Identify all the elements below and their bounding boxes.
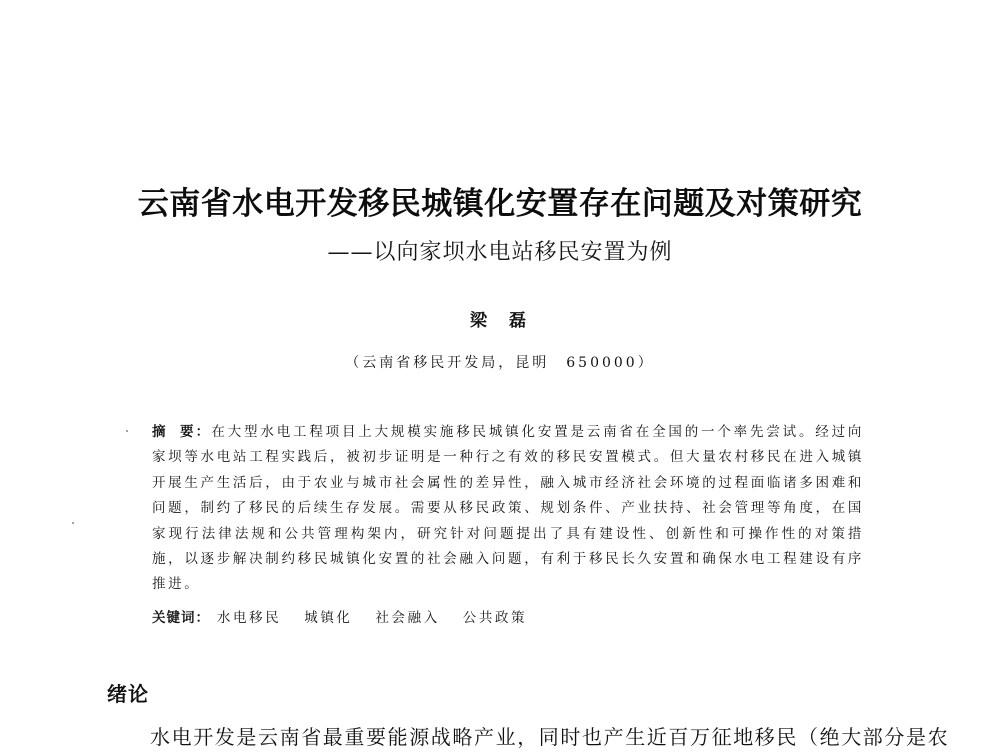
scan-speck <box>72 522 74 524</box>
scan-speck <box>126 430 128 432</box>
abstract-block <box>152 420 864 598</box>
paper-subtitle: ——以向家坝水电站移民安置为例 <box>327 240 673 265</box>
keyword-item: 社会融入 <box>375 610 440 626</box>
keyword-item: 水电移民 <box>216 610 282 626</box>
keywords-label: 关键词： <box>152 610 210 626</box>
abstract-label-part2: 要： <box>179 424 212 440</box>
abstract-text: 在大型水电工程项目上大规模实施移民城镇化安置是云南省在全国的一个率先尝试。经过向家坝等水电站工程实践后，被初步证明是一种行之有效的移民安置模式。但大量农村移民在进入城镇开展生产生活后，由于农业与城市社会属性的差异性，融入城市经济社会环境的过程面临诸多困难和问题，制约了移民的后续生存发展。需要从移民政策、规划条件、产业扶持、社会管理等角度，在国家现行法律法规和公共管理构架内，研究针对问题提出了具有建设性、创新性和可操作性的对策措施，以逐步解决制约移民城镇化安置的社会融入问题，有利于移民长久安置和确保水电工程建设有序推进。 <box>152 424 865 593</box>
section-heading-introduction: 绪论 <box>107 682 149 706</box>
abstract-label <box>152 424 211 440</box>
paper-title: 云南省水电开发移民城镇化安置存在问题及对策研究 <box>137 186 863 222</box>
keyword-item: 城镇化 <box>304 610 353 626</box>
body-paragraph: 水电开发是云南省最重要能源战略产业，同时也产生近百万征地移民（绝大部分是农 <box>150 725 950 749</box>
keyword-item: 公共政策 <box>462 610 528 626</box>
abstract-label-part1: 摘 <box>152 424 168 440</box>
author-affiliation: （云南省移民开发局，昆明 650000） <box>345 355 655 371</box>
author-name: 梁磊 <box>470 311 548 331</box>
keywords-block <box>152 606 864 630</box>
